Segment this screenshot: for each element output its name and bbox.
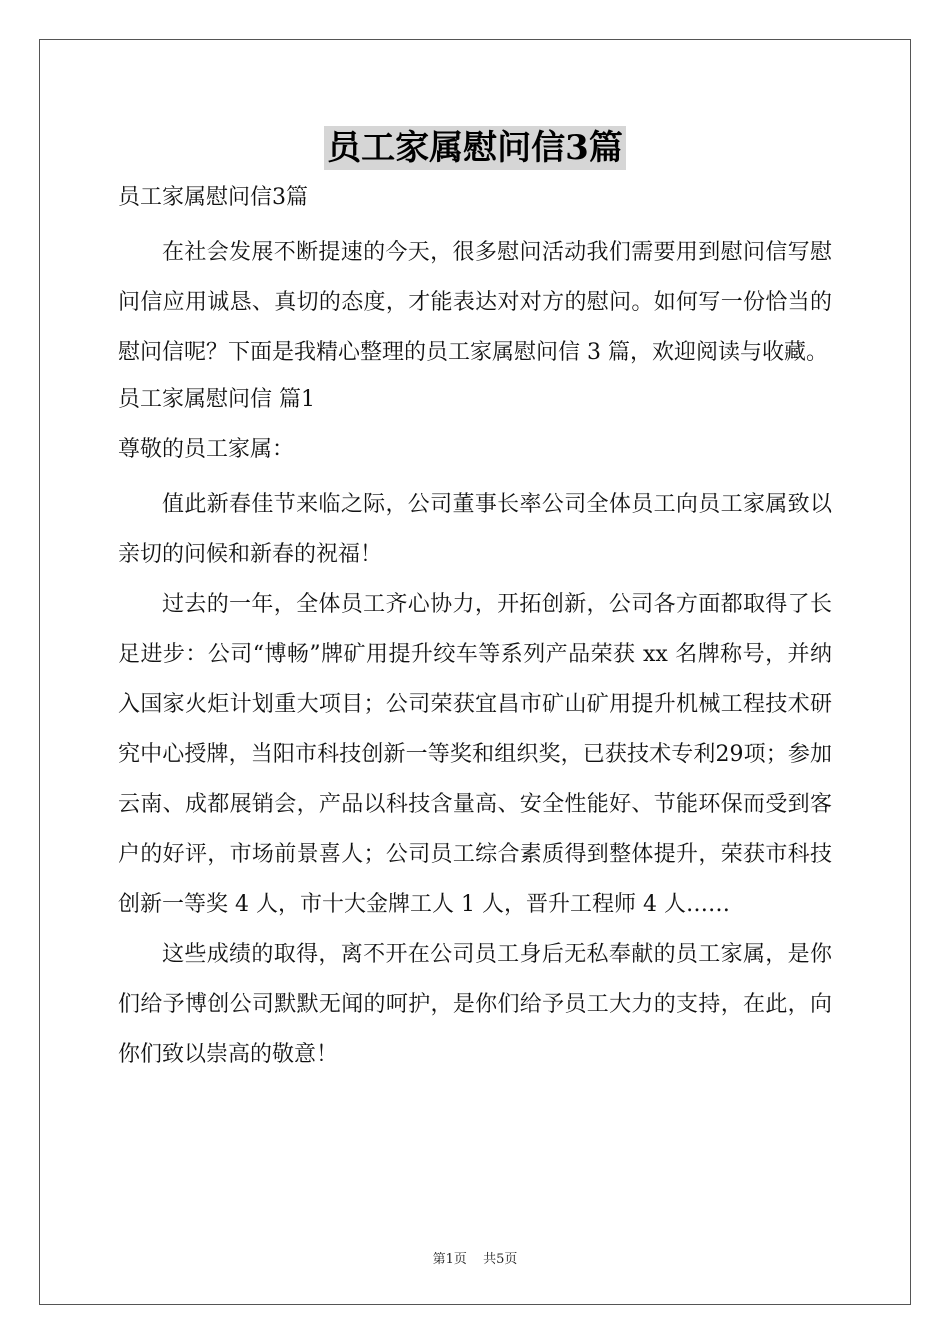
body-paragraph: 值此新春佳节来临之际，公司董事长率公司全体员工向员工家属致以亲切的问候和新春的祝福！ [118, 492, 832, 567]
document-body [118, 178, 832, 1080]
section-heading: 员工家属慰问信 篇1 [118, 387, 315, 412]
salutation: 尊敬的员工家属： [118, 437, 295, 462]
title-container [0, 126, 950, 170]
total-pages: 共5页 [483, 1252, 518, 1267]
document-subtitle: 员工家属慰问信3篇 [118, 185, 308, 210]
page-number: 第1页 [432, 1252, 467, 1267]
body-paragraph: 这些成绩的取得，离不开在公司员工身后无私奉献的员工家属，是你们给予博创公司默默无闻的呵护，是你们给予员工大力的支持，在此，向你们致以崇高的敬意！ [118, 942, 832, 1067]
page-footer [0, 1248, 950, 1267]
intro-paragraph: 在社会发展不断提速的今天，很多慰问活动我们需要用到慰问信写慰问信应用诚恳、真切的态度，才能表达对对方的慰问。如何写一份恰当的慰问信呢？下面是我精心整理的员工家属慰问信 3 篇，欢迎阅读与收藏。 [118, 240, 832, 365]
document-title: 员工家属慰问信3篇 [324, 126, 626, 170]
body-paragraph: 过去的一年，全体员工齐心协力，开拓创新，公司各方面都取得了长足进步：公司“博畅”牌矿用提升绞车等系列产品荣获 xx 名牌称号，并纳入国家火炬计划重大项目；公司荣获宜昌市矿山矿用提升机械工程技术研究中心授牌，当阳市科技创新一等奖和组织奖，已获技术专利29项；参加云南、成都展销会，产品以科技含量高、安全性能好、节能环保而受到客户的好评，市场前景喜人；公司员工综合素质得到整体提升，荣获市科技创新一等奖 4 人，市十大金牌工人 1 人，晋升工程师 4 人…… [118, 592, 832, 917]
